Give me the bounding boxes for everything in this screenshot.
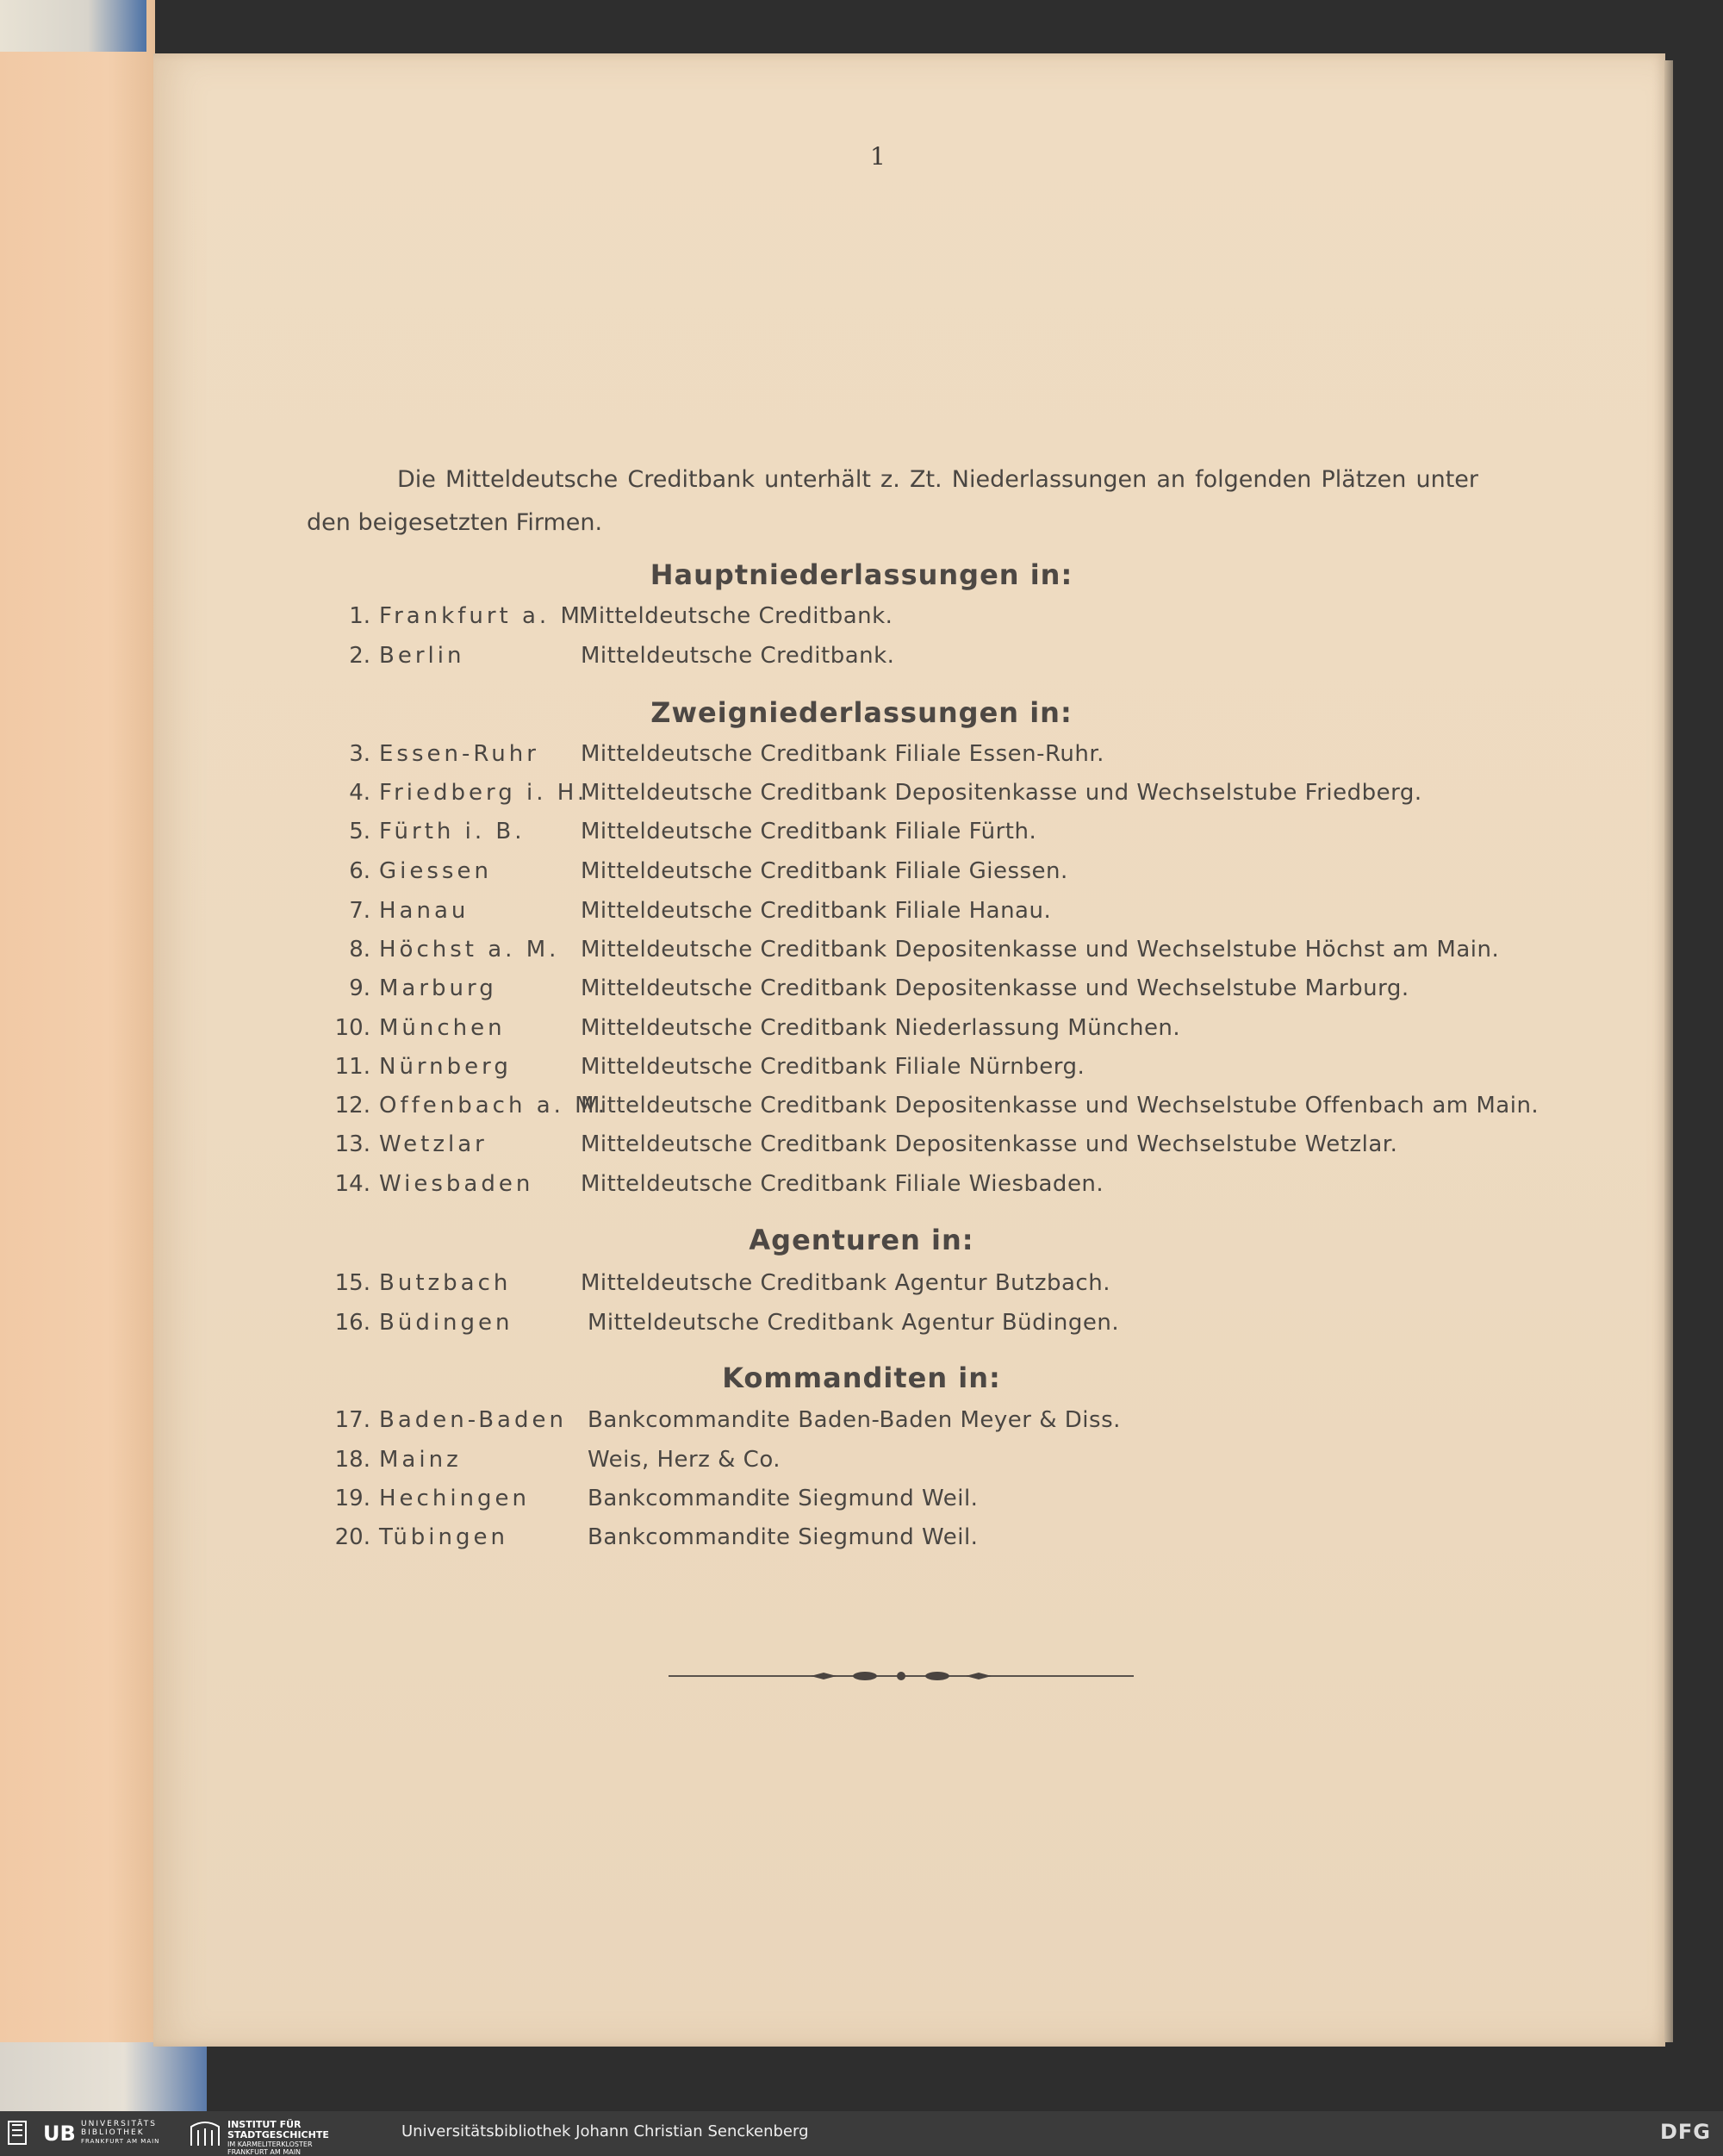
library-name: Universitätsbibliothek Johann Christian Senckenberg (401, 2122, 809, 2140)
entry-firm: Bankcommandite Baden-Baden Meyer & Diss. (588, 1407, 1121, 1433)
entry-number: 8. (349, 937, 370, 963)
entry-place: Frankfurt a. M. (379, 603, 594, 629)
isg-logo-title (227, 2120, 329, 2140)
entry-place: Wetzlar (379, 1131, 488, 1157)
page-edge (1664, 60, 1673, 2042)
isg-emblem-icon (188, 2118, 222, 2147)
footer-bar (0, 2111, 1723, 2154)
entry-place: Friedberg i. H. (379, 780, 588, 806)
entry-firm: Mitteldeutsche Creditbank Depositenkasse und Wechselstube Wetzlar. (581, 1131, 1398, 1157)
entry-place: München (379, 1015, 506, 1041)
entry-firm: Mitteldeutsche Creditbank Filiale Hanau. (581, 898, 1052, 924)
entry-firm: Mitteldeutsche Creditbank Filiale Nürnberg. (581, 1054, 1085, 1080)
book-cover-top-corner (0, 0, 146, 52)
ub-logo (7, 2118, 179, 2147)
entry-firm: Mitteldeutsche Creditbank Filiale Giessen. (581, 858, 1068, 884)
dfg-logo: DFG (1659, 2120, 1711, 2144)
entry-place: Berlin (379, 643, 465, 669)
entry-firm: Mitteldeutsche Creditbank. (581, 643, 895, 669)
document-page (153, 53, 1665, 2047)
entry-place: Wiesbaden (379, 1171, 534, 1197)
entry-place: Höchst a. M. (379, 937, 560, 963)
entry-number: 20. (334, 1524, 370, 1550)
isg-logo (188, 2118, 395, 2156)
entry-number: 7. (349, 898, 370, 924)
entry-place: Essen-Ruhr (379, 741, 539, 767)
entry-firm: Mitteldeutsche Creditbank Agentur Büdingen. (588, 1310, 1120, 1336)
isg-line2: STADTGESCHICHTE (227, 2129, 329, 2140)
ub-logo-text: UB (43, 2122, 76, 2146)
intro-paragraph: Die Mitteldeutsche Creditbank unterhält z. Zt. Niederlassungen an folgenden Plätzen unter den beigesetzten Firmen. (307, 466, 1478, 536)
entry-firm: Mitteldeutsche Creditbank Depositenkasse und Wechselstube Offenbach am Main. (581, 1093, 1540, 1119)
entry-number: 10. (334, 1015, 370, 1041)
entry-firm: Bankcommandite Siegmund Weil. (588, 1486, 979, 1511)
entry-number: 12. (334, 1093, 370, 1119)
isg-logo-subtitle (227, 2140, 313, 2156)
entry-firm: Mitteldeutsche Creditbank Filiale Wiesbaden. (581, 1171, 1104, 1197)
isg-line1: INSTITUT FÜR (227, 2119, 302, 2130)
entry-firm: Mitteldeutsche Creditbank Depositenkasse und Wechselstube Höchst am Main. (581, 937, 1500, 963)
entry-number: 5. (349, 819, 370, 844)
entry-place: Nürnberg (379, 1054, 512, 1080)
entry-place: Hanau (379, 898, 470, 924)
page-number: 1 (870, 142, 886, 171)
ub-logo-line1: UNIVERSITÄTS (81, 2120, 157, 2128)
entry-number: 16. (334, 1310, 370, 1336)
entry-number: 9. (349, 975, 370, 1001)
entry-number: 17. (334, 1407, 370, 1433)
ub-logo-line2: BIBLIOTHEK (81, 2128, 145, 2137)
ub-logo-subtitle (81, 2120, 159, 2146)
entry-firm: Bankcommandite Siegmund Weil. (588, 1524, 979, 1550)
entry-firm: Mitteldeutsche Creditbank Niederlassung München. (581, 1015, 1181, 1041)
section-heading-agenturen: Agenturen in: (749, 1224, 974, 1256)
book-cover-left (0, 0, 155, 2111)
entry-number: 19. (334, 1486, 370, 1511)
entry-firm: Mitteldeutsche Creditbank Depositenkasse und Wechselstube Friedberg. (581, 780, 1422, 806)
section-heading-hauptniederlassungen: Hauptniederlassungen in: (650, 558, 1073, 591)
entry-place: Mainz (379, 1447, 462, 1473)
ub-emblem-icon (7, 2118, 41, 2147)
ub-logo-line3: FRANKFURT AM MAIN (81, 2138, 160, 2145)
entry-firm: Weis, Herz & Co. (588, 1447, 781, 1473)
entry-number: 3. (349, 741, 370, 767)
entry-number: 1. (349, 603, 370, 629)
entry-number: 18. (334, 1447, 370, 1473)
entry-firm: Mitteldeutsche Creditbank Depositenkasse und Wechselstube Marburg. (581, 975, 1409, 1001)
isg-line3: IM KARMELITERKLOSTER (227, 2140, 313, 2148)
entry-place: Giessen (379, 858, 492, 884)
section-heading-zweigniederlassungen: Zweigniederlassungen in: (650, 696, 1073, 729)
entry-place: Fürth i. B. (379, 819, 526, 844)
entry-firm: Mitteldeutsche Creditbank Filiale Essen-Ruhr. (581, 741, 1104, 767)
isg-line4: FRANKFURT AM MAIN (227, 2148, 302, 2156)
entry-number: 4. (349, 780, 370, 806)
book-cover-bottom-corner (0, 2042, 207, 2111)
entry-number: 15. (334, 1270, 370, 1296)
entry-firm: Mitteldeutsche Creditbank Filiale Fürth. (581, 819, 1037, 844)
entry-number: 13. (334, 1131, 370, 1157)
entry-place: Butzbach (379, 1270, 512, 1296)
section-heading-kommanditen: Kommanditen in: (722, 1362, 1001, 1394)
entry-number: 11. (334, 1054, 370, 1080)
entry-firm: Mitteldeutsche Creditbank Agentur Butzbach. (581, 1270, 1110, 1296)
ornament-divider-icon (669, 1667, 1134, 1685)
entry-place: Tübingen (379, 1524, 508, 1550)
entry-firm: Mitteldeutsche Creditbank. (579, 603, 893, 629)
entry-place: Marburg (379, 975, 497, 1001)
entry-number: 6. (349, 858, 370, 884)
entry-place: Baden-Baden (379, 1407, 567, 1433)
entry-place: Offenbach a. M. (379, 1093, 608, 1119)
entry-place: Hechingen (379, 1486, 531, 1511)
entry-place: Büdingen (379, 1310, 513, 1336)
entry-number: 14. (334, 1171, 370, 1197)
entry-number: 2. (349, 643, 370, 669)
